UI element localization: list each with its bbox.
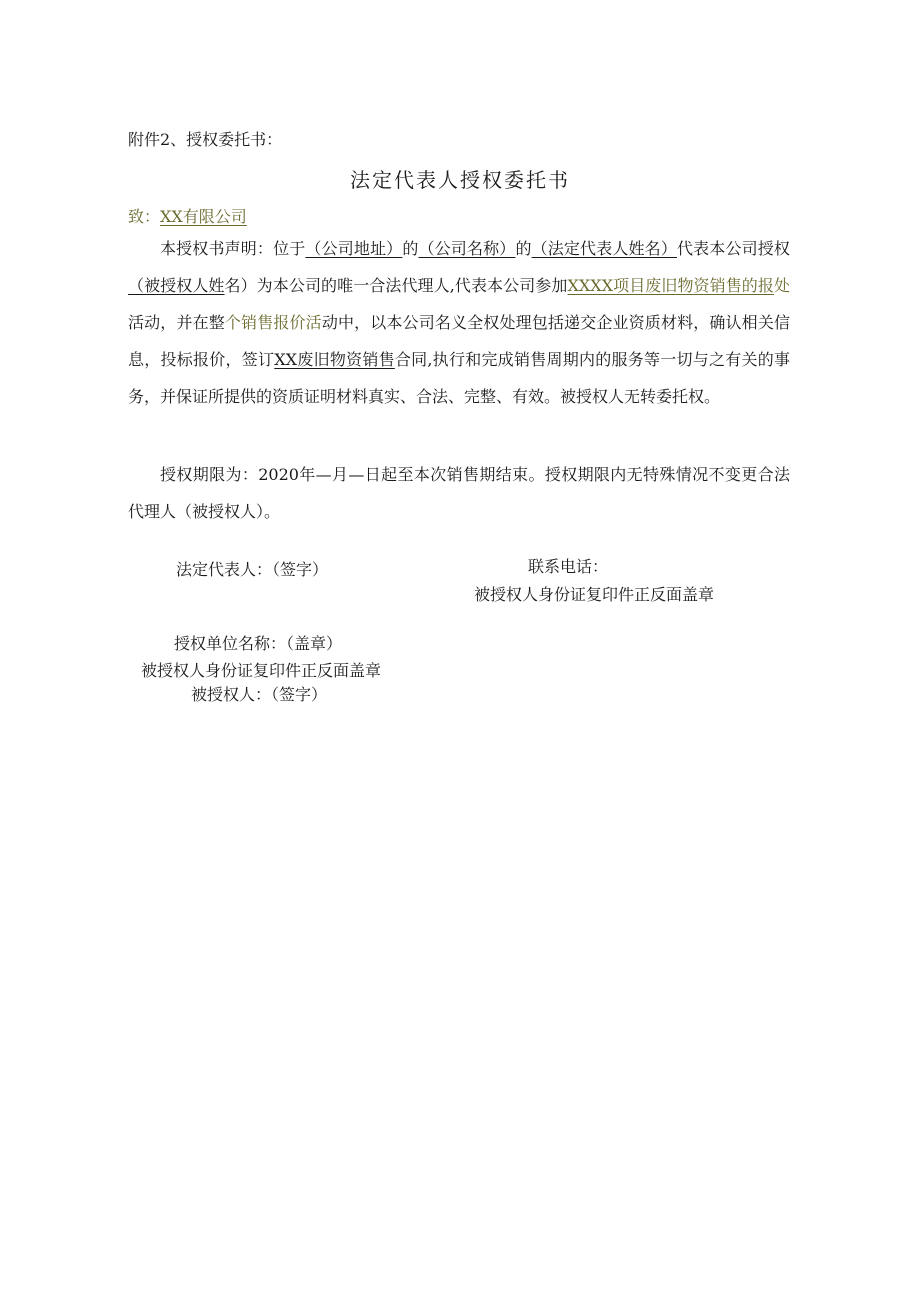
company-name-field: （公司名称） bbox=[418, 239, 516, 258]
para1-text-8: 动中，以本公司名义全权处理包括递交企业资质材料，确认相关信息，投标报价，签订 bbox=[128, 313, 790, 369]
para1-text-2: 的 bbox=[402, 239, 419, 258]
para1-text-5: 名）为本公司的唯一合法代理人,代表本公司参加 bbox=[224, 276, 568, 295]
para1-text-9: 合同,执行和完成销售周期内的服务等一切与之有关的事务，并保证所提供的资质证明材料真实、合法、完整、有效。被授权人无转委托权。 bbox=[128, 350, 790, 406]
authorization-period-paragraph: 授权期限为：2020年—月—日起至本次销售期结束。授权期限内无特殊情况不变更合法代理人（被授权人）。 bbox=[128, 465, 790, 521]
id-copy-stamp-note-left: 被授权人身份证复印件正反面盖章 bbox=[141, 661, 382, 680]
document-title: 法定代表人授权委托书 bbox=[350, 168, 570, 192]
recipient-company: XX有限公司 bbox=[160, 207, 247, 226]
para1-text-3: 的 bbox=[515, 239, 532, 258]
recipient-line bbox=[128, 204, 247, 227]
attachment-label: 附件2、授权委托书： bbox=[128, 130, 283, 149]
para1-text-4: 代表本公司授权 bbox=[677, 239, 790, 258]
legal-rep-name-field: （法定代表人姓名） bbox=[531, 239, 677, 258]
sales-scope-text: 个销售报价活 bbox=[224, 313, 322, 332]
para1-text-7: 活动，并在整 bbox=[128, 313, 225, 332]
para1-text-6: 处 bbox=[773, 276, 790, 295]
id-copy-stamp-note-right: 被授权人身份证复印件正反面盖章 bbox=[474, 585, 715, 604]
company-address-field: （公司地址） bbox=[305, 239, 403, 258]
para1-text-1: 本授权书声明：位于 bbox=[160, 239, 306, 258]
project-name-field: XXXX项目废旧物资销售的报 bbox=[567, 276, 774, 295]
declaration-paragraph bbox=[128, 230, 790, 415]
recipient-prefix: 致： bbox=[128, 207, 161, 226]
authorizing-unit-stamp-line: 授权单位名称：（盖章） bbox=[174, 634, 343, 653]
authorized-person-signature-line: 被授权人：（签字） bbox=[191, 685, 328, 704]
legal-rep-signature-line: 法定代表人：（签字） bbox=[176, 560, 329, 579]
contact-phone-label: 联系电话： bbox=[528, 557, 609, 576]
contract-name-field: XX废旧物资销售 bbox=[274, 350, 395, 369]
agent-name-field: （被授权人姓 bbox=[128, 276, 225, 295]
